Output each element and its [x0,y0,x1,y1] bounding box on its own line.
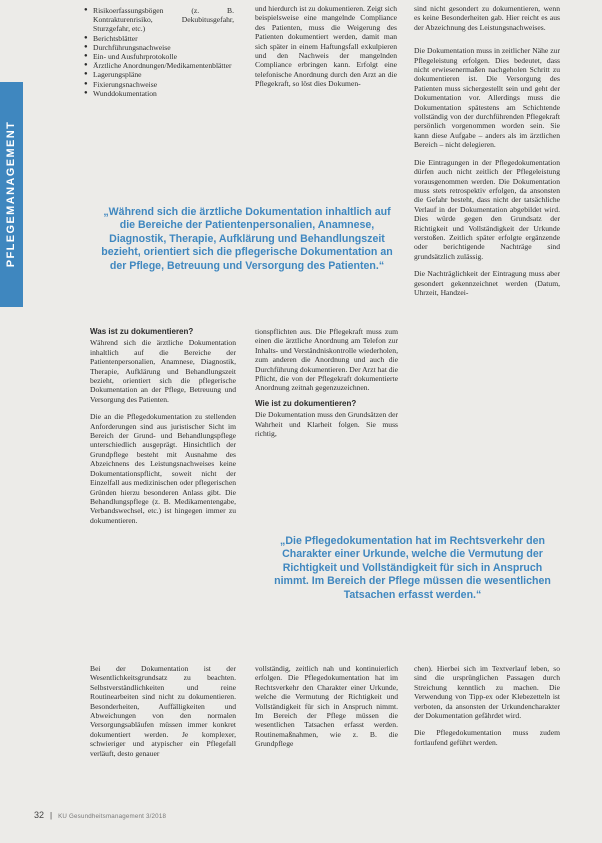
body-paragraph: Die Dokumentation muss den Grundsätzen der Wahrheit und Klarheit folgen. Sie muss richtig, [255,410,398,439]
pull-quote-1: „Während sich die ärztliche Dokumentation inhaltlich auf die Bereiche der Patientenpersonalien, Anamnese, Diagnostik, Therapie, Aufklärung und Behandlungszeit bezieht, orientiert sich die pflegerische Dokumentation an der Pflege, Betreuung und Versorgung des Patienten.“ [101,206,393,272]
pull-quote-2: „Die Pflegedokumentation hat im Rechtsverkehr den Charakter einer Urkunde, welche die Vermutung der Richtigkeit und Vollständigkeit für sich in Anspruch nimmt. Im Bereich der Pflege müssen die wesentlichen Tatsachen erfasst werden.“ [274,535,551,601]
top-middle-column [255,4,397,97]
list-item: ● Fixierungsnachweise [84,80,234,89]
body-paragraph: Bei der Dokumentation ist der Wesentlichkeitsgrundsatz zu beachten. Selbstverständlichkeiten und reine Routinearbeiten sind nicht zu dokumentieren. Besonderheiten, Auffälligkeiten und Abweichungen von den normalen Versorgungsabläufen müssen immer konkret dokumentiert werden. Je komplexer, schwieriger und atypischer ein Pflegefall verläuft, desto genauer [90,664,236,758]
middle-column [255,327,398,446]
body-paragraph: Die Dokumentation muss in zeitlicher Nähe zur Pflegeleistung erfolgen. Dies bedeutet, dass nicht erwiesenermaßen nachgeholen Schritt zu dokumentieren ist. Die Versorgung des Patienten muss sichergestellt sein und geht der Dokumentation vor. Allerdings muss die Dokumentation spätestens am Schichtende vollständig von der durchführenden Pflegekraft persönlich vorgenommen worden sein. Sie kann diese Aufgabe – anders als im ärztlichen Bereich – nicht delegieren. [414,46,560,150]
list-item: ● Ärztliche Anordnungen/Medikamentenblätter [84,61,234,70]
bottom-right-column [414,664,560,755]
body-paragraph: chen). Hierbei sich im Textverlauf leben, so sind die ursprünglichen Passagen durch Streichung kenntlich zu machen. Die Verwendung von Tipp-ex oder Klebezetteln ist verboten, da ansonsten der Urkundencharakter der Dokumentation gefährdet wird. [414,664,560,721]
list-item: ● Risikoerfassungsbögen (z. B. Kontrakturenrisiko, Dekubitusgefahr, Sturzgefahr, etc.) [84,6,234,34]
page-number: 32 [34,810,45,820]
body-paragraph: Die Nachträglichkeit der Eintragung muss aber gesondert gekennzeichnet werden (Datum, Uhrzeit, Handzei- [414,269,560,297]
body-paragraph: Die an die Pflegedokumentation zu stellenden Anforderungen sind aus juristischer Sicht im Bereich der Grund- und Behandlungspflege unterschiedlich ausgeprägt. Hinsichtlich der Grundpflege besteht mit Ausnahme des Abzeichnens des Leistungsnachweises keine Dokumentationspflicht, soweit nicht der Einzelfall aus medizinischen oder pflegerischen Gründen hierzu besonderen Anlass gibt. Die Behandlungspflege (z. B. Medikamentengabe, Verbandswechsel, etc.) ist hingegen immer zu dokumentieren. [90,412,236,525]
bottom-left-column [90,664,236,766]
section-heading: Was ist zu dokumentieren? [90,327,194,336]
document-types-list [84,6,234,98]
list-item: ● Lagerungspläne [84,70,234,79]
body-paragraph: Die Pflegedokumentation muss zudem fortlaufend geführt werden. [414,728,560,747]
body-paragraph: Während sich die ärztliche Dokumentation inhaltlich auf die Bereiche der Patientenpersonalien, Anamnese, Diagnostik, Therapie, Aufklärung und Behandlungszeit bezieht, orientiert sich die pflegerische Dokumentation an der Pflege, Betreuung und Versorgung des Patienten. [90,338,236,404]
body-paragraph: und hierdurch ist zu dokumentieren. Zeigt sich beispielsweise eine mangelnde Compliance des Patienten, muss die Weigerung des Patienten dokumentiert werden, damit man sich später in einem Haftungsfall exkulpieren und den Nachweis der mangelnden Compliance erbringen kann. Erfolgt eine telefonische Anordnung durch den Arzt an die Pflegekraft, so löst dies Dokumen- [255,4,397,89]
section-label: PFLEGEMANAGEMENT [5,120,17,268]
middle-left-column [90,327,236,533]
footer-separator: | [50,811,53,820]
list-item: ● Berichtsblätter [84,34,234,43]
top-list-column [84,6,234,98]
page-footer [34,810,166,820]
list-item: ● Durchführungsnachweise [84,43,234,52]
body-paragraph: vollständig, zeitlich nah und kontinuierlich erfolgen. Die Pflegedokumentation hat im Rechtsverkehr den Charakter einer Urkunde, welche die Vermutung der Richtigkeit und Vollständigkeit für sich in Anspruch nimmt. Im Bereich der Pflege müssen die wesentlichen Tatsachen erfasst werden. Routinemaßnahmen, wie z. B. die Grundpflege [255,664,398,749]
body-paragraph: sind nicht gesondert zu dokumentieren, wenn es keine Besonderheiten gab. Hier reicht es aus der Abzeichnung des Leistungsnachweises. [414,4,560,32]
list-item: ● Wunddokumentation [84,89,234,98]
list-item: ● Ein- und Ausfuhrprotokolle [84,52,234,61]
publication-source: KU Gesundheitsmanagement 3/2018 [58,813,167,820]
right-column [414,4,560,305]
section-heading: Wie ist zu dokumentieren? [255,398,357,408]
bottom-middle-column [255,664,398,757]
body-paragraph: Die Eintragungen in der Pflegedokumentation dürfen auch nicht zeitlich der Pflegeleistung vorausgenommen werden. Die Dokumentation muss stets retrospektiv erfolgen, da ansonsten die Gefahr besteht, dass nicht der tatsächliche Verlauf in der Dokumentation abgebildet wird. Dies würde gegen den Grundsatz der Richtigkeit und Vollständigkeit der Urkunde verstoßen. Zeitlich später erfolgte ergänzende oder berichtigende Nachträge sind grundsätzlich zulässig. [414,157,560,261]
body-paragraph: tionspflichten aus. Die Pflegekraft muss zum einen die ärztliche Anordnung am Telefon zur Inhalts- und Verständniskontrolle wiederholen, zum anderen die Anordnung und auch die Durchführung dokumentieren. Der Arzt hat die Pflicht, die von der Pflegekraft dokumentierte Anordnung zeitnah gegenzuzeichnen. [255,327,398,393]
